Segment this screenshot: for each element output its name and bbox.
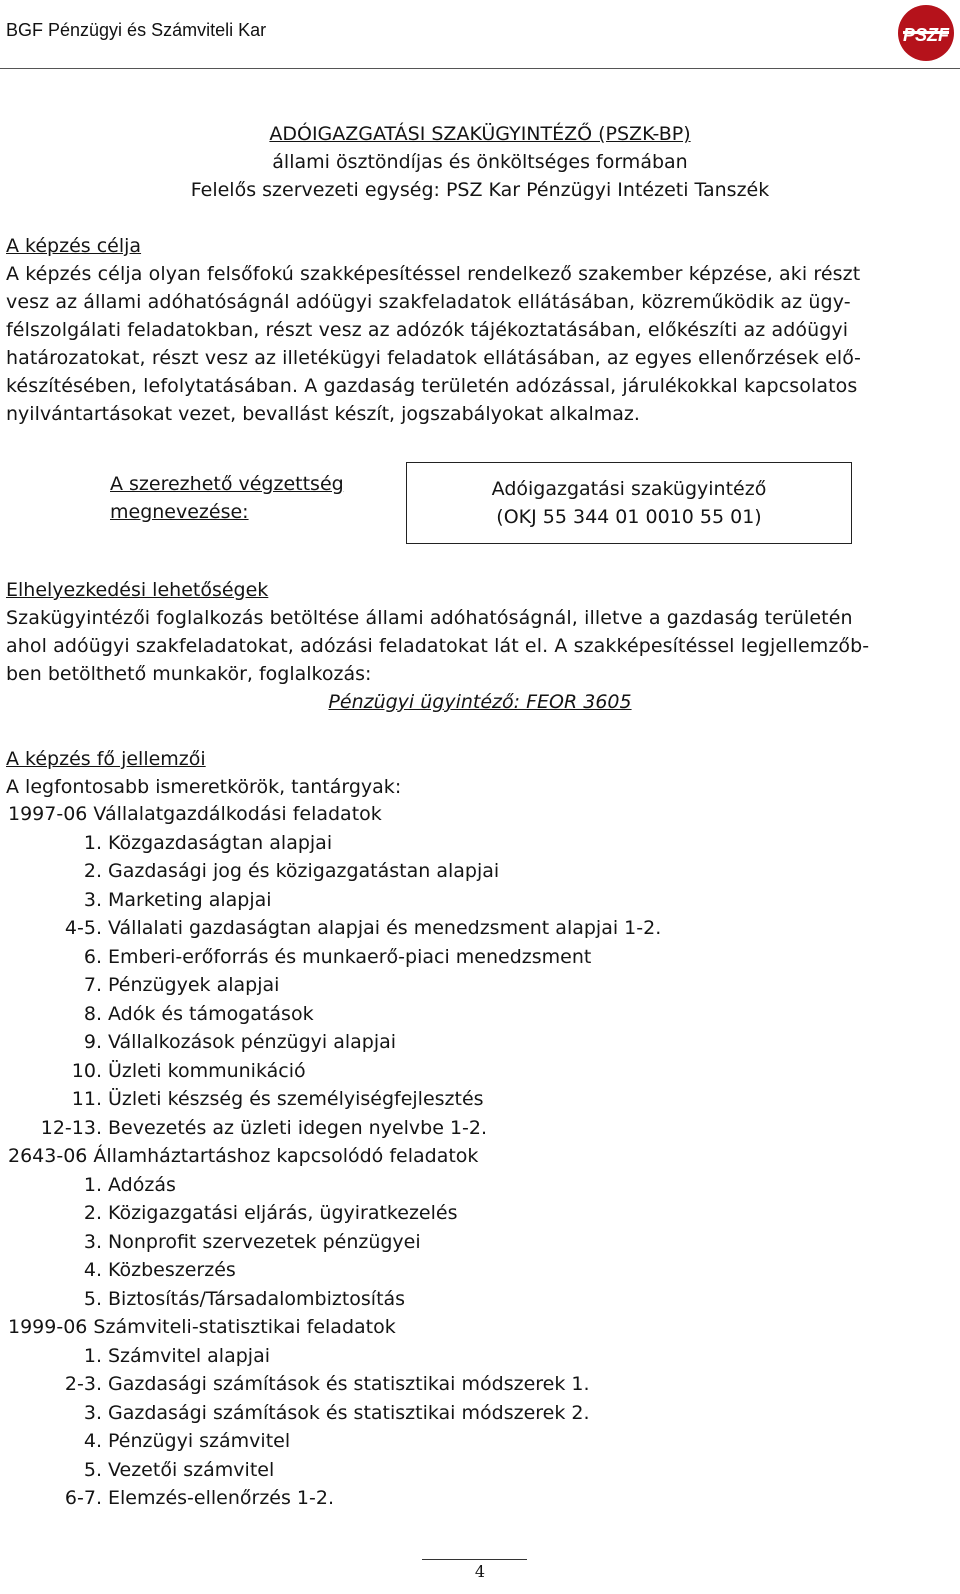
subject-number: 1. [83,1344,102,1367]
subject-number: 3. [83,1230,102,1253]
subject-item [0,1342,960,1371]
subject-number: 6-7. [64,1487,102,1509]
subject-item [0,914,960,943]
logo-text: PSZF [902,25,950,45]
subject-number: 4-5. [64,917,102,939]
subject-number: 4. [83,1259,102,1281]
subject-group-title: 1999-06 Számviteli-statisztikai feladatok [8,1316,396,1338]
goal-heading: A képzés célja [6,235,142,257]
subject-list [0,800,960,1513]
subject-item [0,971,960,1000]
features-heading: A képzés fő jellemzői [6,748,206,770]
subject-text: Elemzés-ellenőrzés 1-2. [108,1487,334,1509]
subject-number: 1. [83,831,102,854]
subject-item [0,886,960,915]
subject-text: Adózás [108,1173,176,1196]
program-name: ADÓIGAZGATÁSI SZAKÜGYINTÉZŐ (PSZK-BP) [269,123,691,145]
subject-text: Adók és támogatások [108,1002,314,1025]
subject-item [0,1028,960,1057]
goal-line: vesz az állami adóhatóságnál adóügyi szakfeladatok ellátásában, közreműködik az ügy- [6,291,851,313]
subject-text: Vállalkozások pénzügyi alapjai [108,1031,397,1053]
subject-text: Pénzügyek alapjai [108,974,280,996]
subject-text: Üzleti készség és személyiségfejlesztés [108,1088,484,1110]
features-section [6,745,954,801]
page-number: 4 [474,1562,486,1581]
employment-line: ben betölthető munkakör, foglalkozás: [6,663,372,685]
subject-number: 1. [83,1173,102,1196]
subject-text: Nonprofit szervezetek pénzügyei [108,1230,421,1253]
subject-text: Marketing alapjai [108,888,272,911]
subject-text: Vállalati gazdaságtan alapjai és menedzsment alapjai 1-2. [108,917,662,939]
qualification-label [110,470,344,526]
goal-line: határozatokat, részt vesz az illetékügyi feladatok ellátásában, az egyes ellenőrzések elő- [6,347,861,369]
subject-group-title: 1997-06 Vállalatgazdálkodási feladatok [8,803,382,825]
goal-line: A képzés célja olyan felsőfokú szakképesítéssel rendelkező szakember képzése, aki részt [6,263,861,285]
subject-number: 5. [83,1458,102,1481]
subject-text: Közigazgatási eljárás, ügyiratkezelés [108,1202,458,1224]
employment-section [6,576,954,716]
subject-text: Gazdasági számítások és statisztikai módszerek 1. [108,1373,590,1395]
subject-number: 7. [83,974,102,996]
subject-text: Pénzügyi számvitel [108,1430,291,1452]
subject-item [0,857,960,886]
program-title-block [0,120,960,204]
subject-item [0,1114,960,1143]
subject-item [0,1199,960,1228]
page-header [0,0,960,70]
subject-number: 3. [83,888,102,911]
features-intro: A legfontosabb ismeretkörök, tantárgyak: [6,776,402,798]
responsible-unit [0,176,960,204]
qualification-label-line: A szerezhető végzettség [110,473,344,495]
qualification-value-line: (OKJ 55 344 01 0010 55 01) [496,506,762,528]
subject-number: 6. [83,945,102,968]
job-title: Pénzügyi ügyintéző: FEOR 3605 [328,691,632,713]
subject-text: Gazdasági számítások és statisztikai módszerek 2. [108,1401,590,1424]
footer-divider [422,1559,527,1560]
subject-number: 9. [83,1031,102,1053]
goal-line: nyilvántartásokat vezet, bevallást készít, jogszabályokat alkalmaz. [6,403,640,425]
subject-item [0,1427,960,1456]
header-title: BGF Pénzügyi és Számviteli Kar [6,20,267,40]
subject-number: 10. [71,1059,102,1082]
subject-item [0,1399,960,1428]
goal-line: félszolgálati feladatokban, részt vesz az adózók tájékoztatásában, előkészíti az adóügyi [6,319,849,341]
subject-number: 12-13. [40,1116,102,1139]
subject-item [0,829,960,858]
subject-item [0,1256,960,1285]
subject-text: Bevezetés az üzleti idegen nyelvbe 1-2. [108,1116,488,1139]
program-form: állami ösztöndíjas és önköltséges formában [272,151,688,173]
subject-text: Üzleti kommunikáció [108,1059,306,1082]
qualification-label-line: megnevezése: [110,501,249,523]
subject-number: 5. [83,1287,102,1310]
responsible-unit-value: PSZ Kar Pénzügyi Intézeti Tanszék [439,179,770,201]
subject-item [0,1085,960,1114]
employment-line: Szakügyintézői foglalkozás betöltése állami adóhatóságnál, illetve a gazdaság területén [6,607,853,629]
subject-item [0,1456,960,1485]
subject-item [0,1228,960,1257]
subject-item [0,1000,960,1029]
qualification-value-line: Adóigazgatási szakügyintéző [491,478,767,500]
employment-heading: Elhelyezkedési lehetőségek [6,579,269,601]
subject-text: Közbeszerzés [108,1259,236,1281]
subject-text: Közgazdaságtan alapjai [108,831,333,854]
subject-item [0,1171,960,1200]
header-divider [0,68,960,69]
subject-number: 4. [83,1430,102,1452]
subject-number: 2. [83,1202,102,1224]
subject-group-title: 2643-06 Államháztartáshoz kapcsolódó feladatok [8,1145,479,1167]
employment-line: ahol adóügyi szakfeladatokat, adózási feladatokat lát el. A szakképesítéssel legjellemzőb- [6,635,870,657]
subject-number: 3. [83,1401,102,1424]
subject-number: 8. [83,1002,102,1025]
subject-number: 2-3. [64,1373,102,1395]
subject-text: Gazdasági jog és közigazgatástan alapjai [108,860,500,882]
subject-text: Biztosítás/Társadalombiztosítás [108,1287,406,1310]
subject-text: Vezetői számvitel [108,1458,275,1481]
subject-text: Számvitel alapjai [108,1344,270,1367]
subject-number: 11. [71,1088,102,1110]
subject-item [0,1370,960,1399]
goal-section [6,232,954,428]
qualification-box [406,462,852,544]
responsible-unit-label: Felelős szervezeti egység: [190,179,440,201]
subject-item [0,1484,960,1513]
subject-item [0,943,960,972]
subject-number: 2. [83,860,102,882]
goal-line: készítésében, lefolytatásában. A gazdaság területén adózással, járulékokkal kapcsolatos [6,375,858,397]
subject-text: Emberi-erőforrás és munkaerő-piaci menedzsment [108,945,592,968]
pszf-logo [897,4,955,62]
subject-item [0,1057,960,1086]
subject-item [0,1285,960,1314]
